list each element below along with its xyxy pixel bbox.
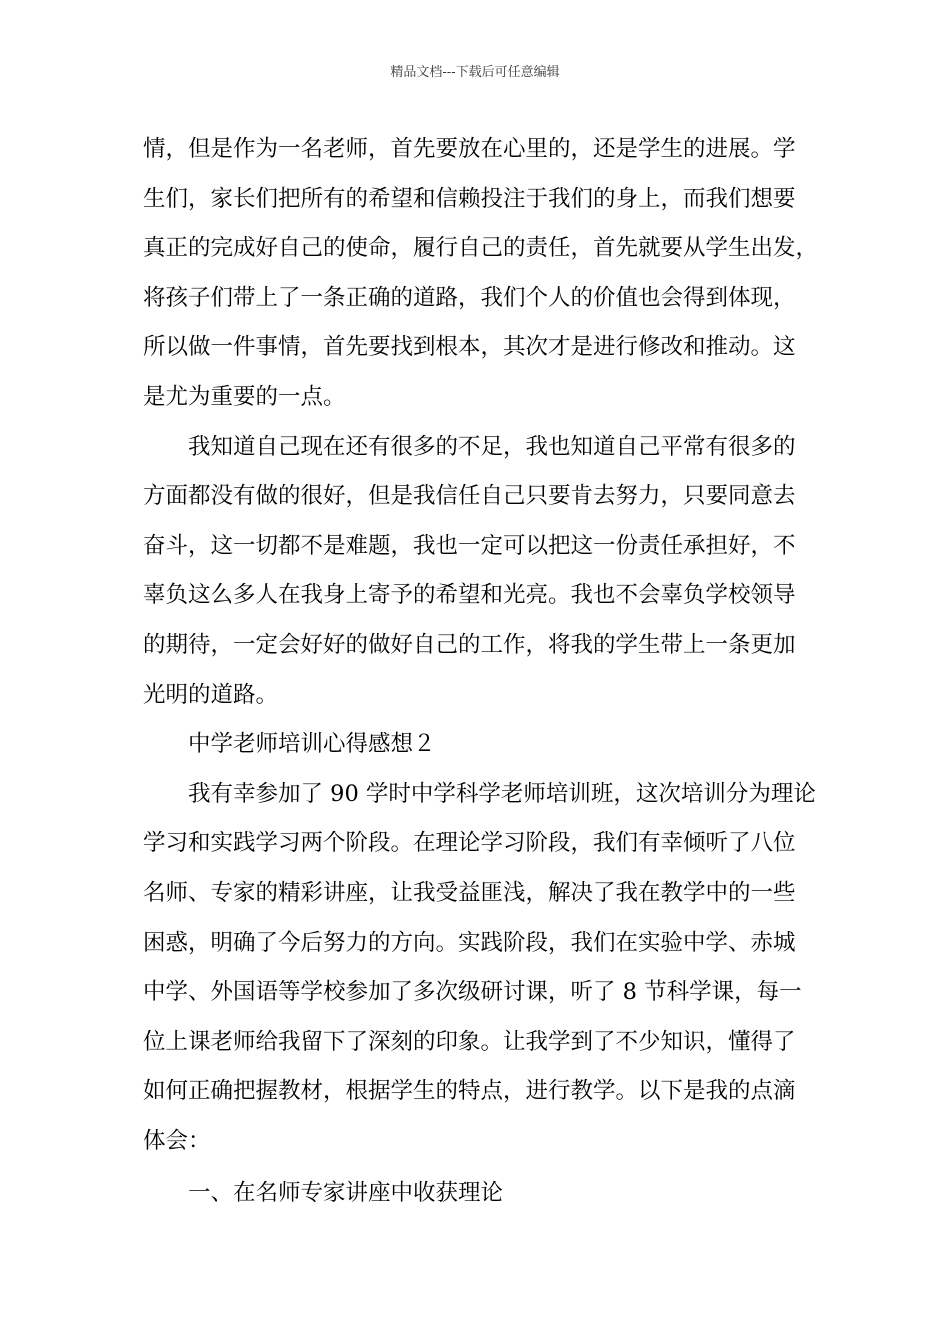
paragraph-first-line: 我有幸参加了 90 学时中学科学老师培训班，这次培训分为理论: [188, 780, 816, 807]
text-line: 将孩子们带上了一条正确的道路，我们个人的价值也会得到体现，: [143, 284, 796, 311]
section-title: 中学老师培训心得感想２: [188, 731, 436, 758]
text-line: 名师、专家的精彩讲座，让我受益匪浅，解决了我在教学中的一些: [143, 879, 796, 906]
text-line: 所以做一件事情，首先要找到根本，其次才是进行修改和推动。这: [143, 334, 796, 361]
text-line: 辜负这么多人在我身上寄予的希望和光亮。我也不会辜负学校领导: [143, 582, 796, 609]
page-header: 精品文档---下载后可任意编辑: [390, 65, 560, 80]
text-line: 奋斗，这一切都不是难题，我也一定可以把这一份责任承担好，不: [143, 532, 796, 559]
text-line: 学习和实践学习两个阶段。在理论学习阶段，我们有幸倾听了八位: [143, 830, 796, 857]
text-line: 是尤为重要的一点。: [143, 383, 346, 410]
text-line: 体会：: [143, 1127, 211, 1154]
text-line: 情，但是作为一名老师，首先要放在心里的，还是学生的进展。学: [143, 136, 796, 162]
text-line: 位上课老师给我留下了深刻的印象。让我学到了不少知识，懂得了: [143, 1028, 796, 1055]
text-line: 的期待，一定会好好的做好自己的工作，将我的学生带上一条更加: [143, 631, 796, 658]
text-line: 困惑，明确了今后努力的方向。实践阶段，我们在实验中学、赤城: [143, 929, 796, 956]
text-line: 真正的完成好自己的使命，履行自己的责任，首先就要从学生出发，: [143, 235, 819, 262]
text-line: 光明的道路。: [143, 681, 279, 708]
paragraph-first-line: 我知道自己现在还有很多的不足，我也知道自己平常有很多的: [188, 433, 796, 460]
text-line: 如何正确把握教材，根据学生的特点，进行教学。以下是我的点滴: [143, 1078, 796, 1105]
subsection-heading: 一、在名师专家讲座中收获理论: [188, 1180, 504, 1207]
document-body: [143, 125, 823, 1219]
text-line: 方面都没有做的很好，但是我信任自己只要肯去努力，只要同意去: [143, 483, 796, 510]
text-line: 中学、外国语等学校参加了多次级研讨课，听了 8 节科学课，每一: [143, 979, 802, 1006]
text-line: 生们，家长们把所有的希望和信赖投注于我们的身上，而我们想要: [143, 185, 796, 212]
